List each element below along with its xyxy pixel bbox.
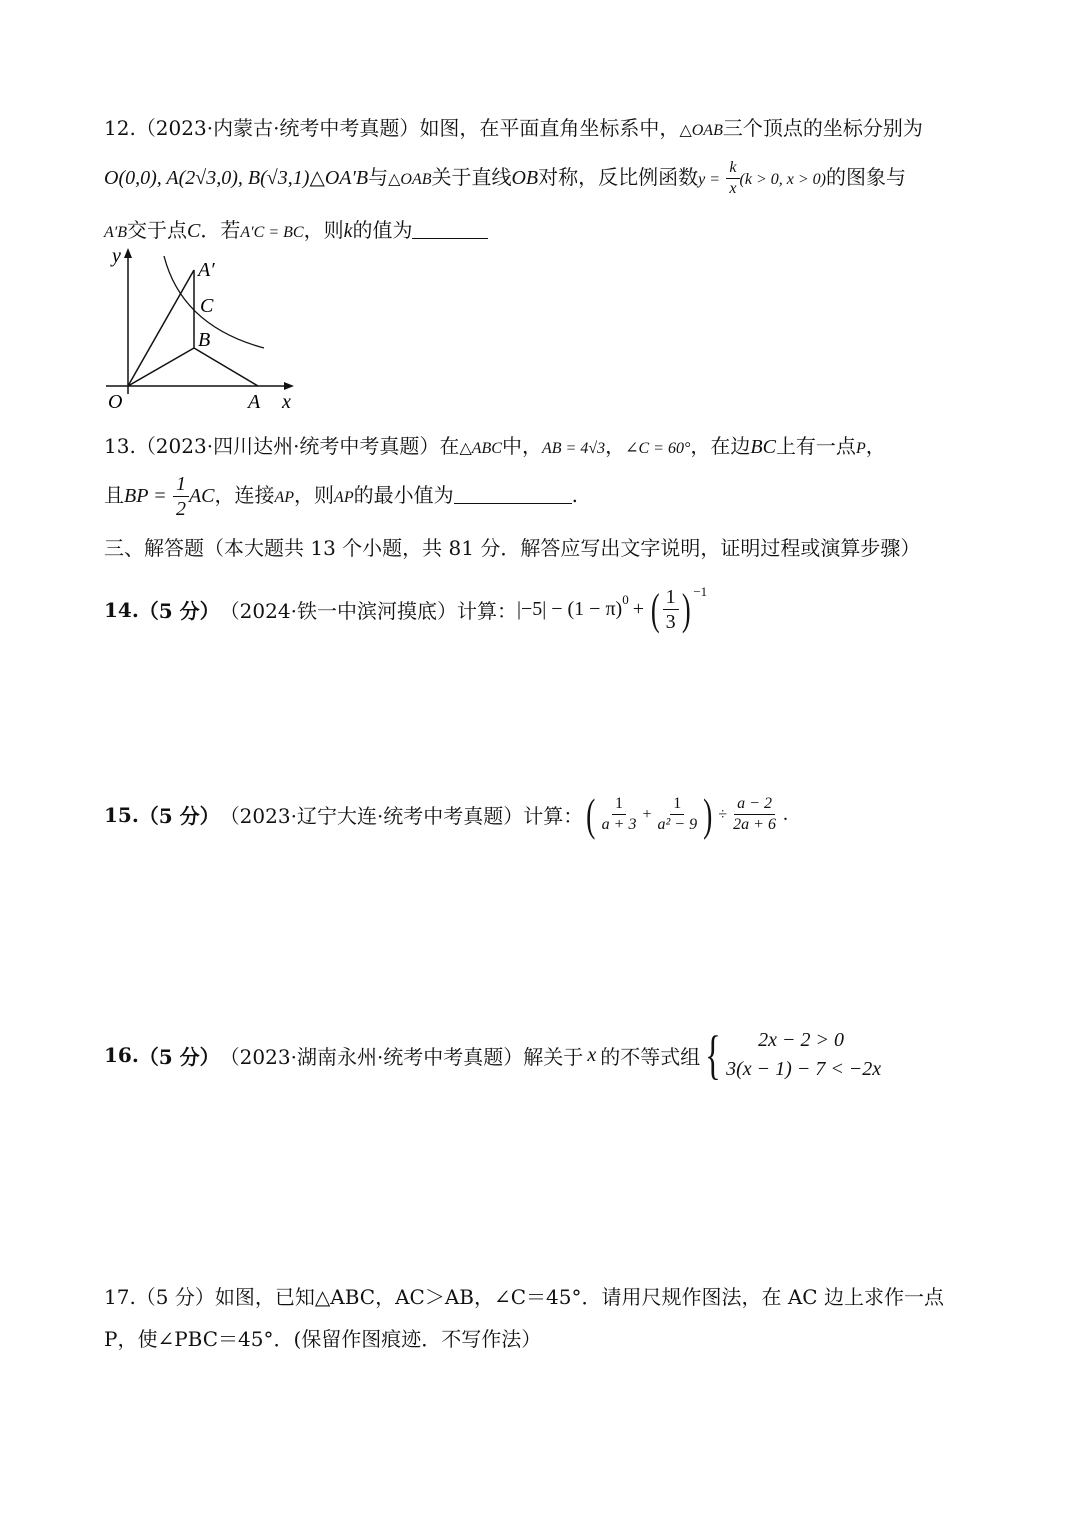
q12-triangle-oab-2: △OAB — [388, 171, 432, 188]
q16-number: 16. — [104, 1043, 139, 1067]
y-axis-arrow-icon — [124, 248, 132, 258]
q12-coords: O(0,0), A(2√3,0), B(√3,1) — [104, 167, 310, 189]
q15-div: ÷ — [718, 805, 728, 823]
q14-line — [104, 584, 707, 635]
q13-text2: 上有一点 — [775, 434, 856, 458]
q13-text4: ，则 — [294, 483, 335, 507]
q15-source: （2023·辽宁大连·统考中考真题）计算： — [219, 804, 584, 828]
q13-ac: AC — [188, 485, 215, 507]
label-x: x — [282, 391, 291, 413]
q13-half-fraction — [173, 474, 189, 519]
q13-angle: ∠C = 60° — [625, 440, 691, 457]
q12-func-fraction — [726, 160, 739, 197]
q13-text5: 的最小值为 — [353, 483, 454, 507]
q14-source: （2024·铁一中滨河摸底）计算： — [219, 599, 517, 623]
q13-period: . — [571, 483, 578, 507]
q12-triangle-oab: △OAB — [679, 122, 723, 139]
q15-f3-num: a − 2 — [734, 796, 775, 815]
q12-line2-tail: 的图象与 — [825, 165, 906, 189]
q15-line — [104, 788, 788, 841]
q12-condition: A′C = BC — [240, 224, 304, 241]
q14-plus: + — [632, 598, 644, 620]
x-axis-arrow-icon — [284, 382, 294, 390]
q12-text-then: ，则 — [303, 218, 344, 242]
q12-text-if: ．若 — [200, 218, 241, 242]
q15-paren-left: ( — [586, 789, 596, 840]
q12-line1 — [104, 112, 923, 141]
q13-answer-blank[interactable] — [454, 483, 572, 504]
q12-sym-tail: 对称，反比例函数 — [538, 165, 699, 189]
q12-answer-blank[interactable] — [412, 218, 488, 239]
q13-text1: ，在边 — [690, 434, 751, 458]
segment-oa-prime — [128, 270, 194, 386]
q15-score: （5 分） — [138, 804, 220, 828]
q16-tail: 的不等式组 — [600, 1044, 701, 1069]
q14-frac-num: 1 — [663, 587, 679, 610]
q15-f2-num: 1 — [670, 796, 684, 815]
q15-plus: + — [642, 805, 652, 823]
q13-bp: BP = — [124, 485, 167, 507]
q14-frac-den: 3 — [665, 611, 676, 633]
q12-func-lhs: y = — [698, 171, 721, 188]
q13-ap2: AP — [334, 489, 354, 506]
q13-ap: AP — [274, 489, 295, 506]
q12-source: （2023·内蒙古·统考中考真题） — [135, 116, 420, 140]
q13-bc: BC — [750, 436, 776, 458]
label-a: A — [248, 391, 261, 413]
q16-brace: { — [705, 1025, 721, 1085]
q14-number: 14. — [104, 597, 139, 622]
q16-score: （5 分） — [138, 1044, 220, 1069]
label-y: y — [112, 245, 121, 267]
q13-triangle: △ABC — [459, 440, 502, 457]
q13-comma: ， — [605, 434, 626, 458]
q15-fraction1 — [599, 796, 640, 833]
q15-f1-num: 1 — [612, 796, 626, 815]
label-o: O — [108, 391, 123, 413]
q14-paren-right: ) — [681, 585, 691, 634]
q12-text-intersect: 交于点 — [127, 218, 188, 242]
q15-number: 15. — [104, 802, 139, 827]
q15-f2-den: a² − 9 — [657, 816, 698, 833]
q14-exp0: 0 — [622, 592, 629, 607]
q13-line1 — [104, 430, 886, 459]
q13-ab: AB = 4√3 — [541, 440, 606, 457]
q16-source: （2023·湖南永州·统考中考真题）解关于 — [219, 1044, 584, 1069]
q13-half-num: 1 — [173, 474, 189, 497]
q15-paren-right: ) — [703, 789, 713, 840]
q16-system — [726, 1026, 881, 1084]
q12-var-k: k — [343, 220, 353, 242]
q16-ineq2: 3(x − 1) − 7 < −2x — [726, 1058, 882, 1080]
q12-text-tail: 三个顶点的坐标分别为 — [722, 116, 923, 140]
q12-func-cond: (k > 0, x > 0) — [739, 171, 826, 188]
q13-source: （2023·四川达州·统考中考真题）在 — [135, 434, 460, 458]
q13-comma2: ， — [865, 434, 886, 458]
q17-line1: 17.（5 分）如图，已知△ABC，AC＞AB，∠C＝45°．请用尺规作图法，在 AC 边上求作一点 — [104, 1285, 944, 1309]
q14-exp-neg1: −1 — [693, 584, 708, 599]
q12-figure — [98, 244, 308, 416]
q16-line — [104, 1026, 881, 1084]
q14-score: （5 分） — [138, 599, 220, 623]
q12-func-num: k — [726, 160, 739, 179]
label-c: C — [200, 295, 214, 317]
q13-text3: ，连接 — [214, 483, 275, 507]
label-b: B — [198, 329, 211, 351]
label-a-prime: A′ — [198, 259, 215, 281]
q13-number: 13. — [104, 434, 136, 458]
q13-half-den: 2 — [175, 498, 186, 520]
q15-f3-den: 2a + 6 — [733, 816, 776, 833]
q12-sym: 关于直线 — [431, 165, 512, 189]
q16-x: x — [587, 1043, 597, 1066]
q12-number: 12. — [104, 116, 136, 140]
q17-line2: P，使∠PBC＝45°．(保留作图痕迹．不写作法） — [104, 1327, 542, 1351]
q12-triangle-oab-prime: △OA′B — [309, 167, 369, 189]
q12-segment-aprime-b: A′B — [104, 224, 128, 241]
section3-title: 三、解答题（本大题共 13 个小题，共 81 分．解答应写出文字说明，证明过程或演算步骤） — [104, 536, 921, 560]
q13-p: P — [855, 440, 866, 457]
q13-line2 — [104, 474, 578, 519]
q14-paren-left: ( — [650, 585, 660, 634]
q15-fraction2 — [654, 796, 700, 833]
q12-with: 与 — [368, 165, 389, 189]
q16-ineq1: 2x − 2 > 0 — [758, 1029, 844, 1051]
q15-period: . — [782, 803, 788, 825]
q12-point-c: C — [187, 220, 201, 242]
q12-ob: OB — [511, 167, 539, 189]
q13-qie: 且 — [104, 483, 124, 507]
q12-text-value: 的值为 — [352, 218, 413, 242]
q13-zhong: 中， — [501, 434, 542, 458]
q15-f1-den: a + 3 — [601, 816, 637, 833]
q12-line3 — [104, 214, 488, 243]
q12-func-den: x — [729, 180, 737, 197]
q12-text: 如图，在平面直角坐标系中， — [419, 116, 680, 140]
segment-ba — [194, 348, 258, 386]
segment-ob — [128, 348, 194, 386]
q14-fraction — [663, 587, 679, 632]
q15-fraction3 — [730, 796, 779, 833]
q12-line2 — [104, 160, 906, 197]
q14-expr: |−5| − (1 − π) — [516, 598, 623, 620]
